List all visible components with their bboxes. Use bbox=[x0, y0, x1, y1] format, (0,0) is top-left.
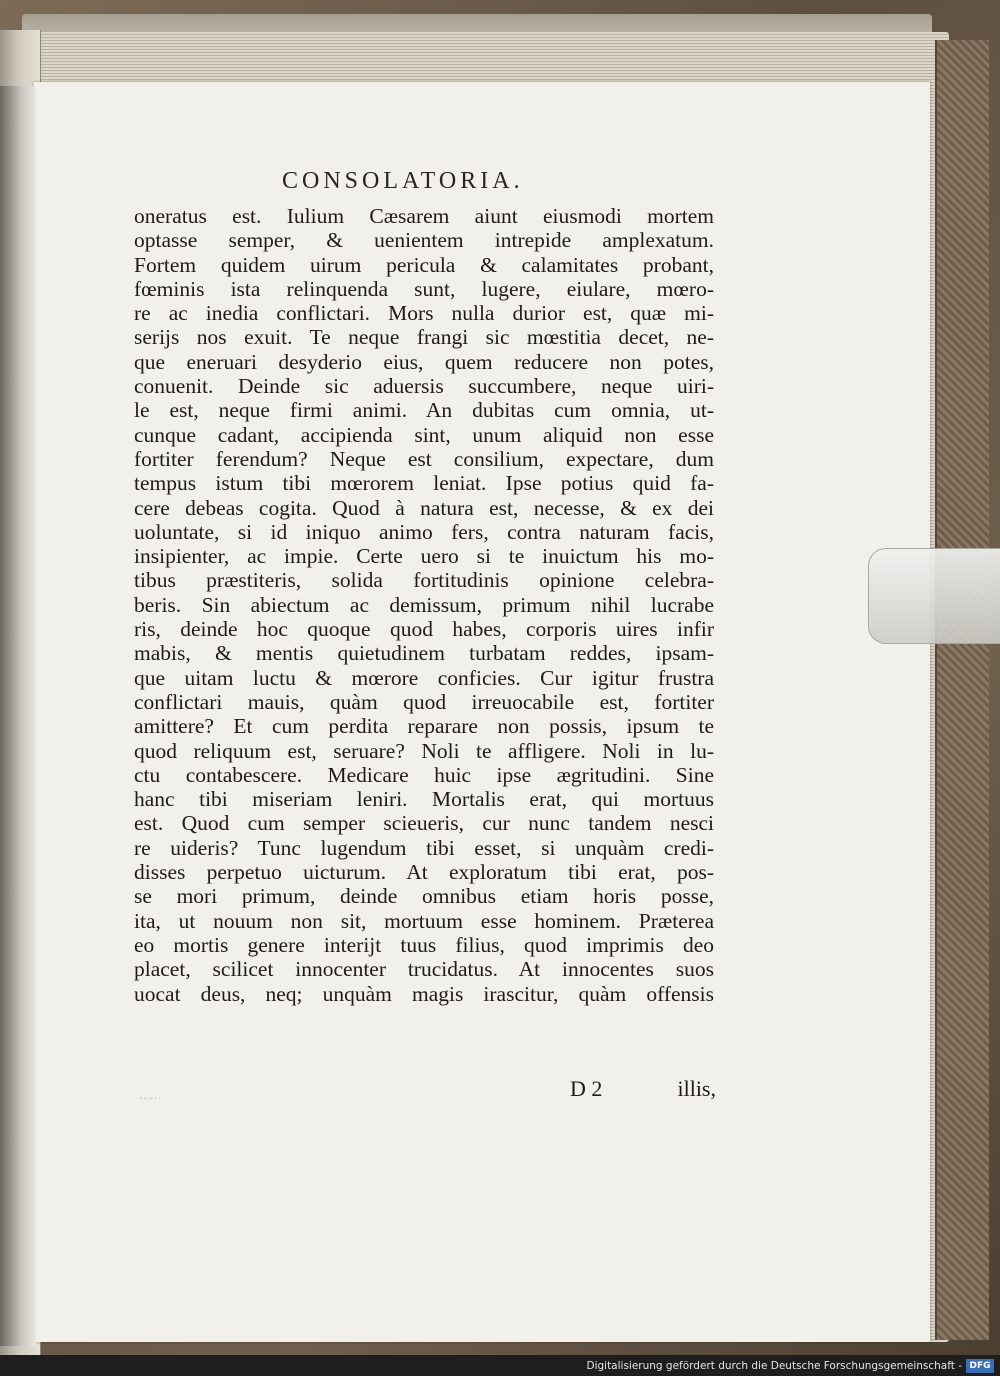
faint-library-stamp: …… bbox=[140, 1088, 162, 1102]
body-text bbox=[134, 204, 714, 1006]
text-line: le est, neque firmi animi. An dubitas cum omnia, ut- bbox=[134, 398, 714, 423]
text-line: quod reliquum est, seruare? Noli te affligere. Noli in lu- bbox=[134, 738, 714, 763]
text-line: optasse semper, & uenientem intrepide amplexatum. bbox=[134, 228, 714, 253]
text-line: que eneruari desyderio eius, quem reducere non potes, bbox=[134, 349, 714, 374]
credit-text: Digitalisierung gefördert durch die Deutsche Forschungsgemeinschaft - bbox=[586, 1359, 962, 1372]
text-line: serijs nos exuit. Te neque frangi sic mœstitia decet, ne- bbox=[134, 325, 714, 350]
digitization-credit bbox=[0, 1355, 1000, 1376]
text-line: que uitam luctu & mœrore conficies. Cur igitur frustra bbox=[134, 665, 714, 690]
text-line: conflictari mauis, quàm quod irreuocabile est, fortiter bbox=[134, 689, 714, 714]
text-line: fœminis ista relinquenda sunt, lugere, eiulare, mœro- bbox=[134, 276, 714, 301]
text-line: ris, deinde hoc quoque quod habes, corporis uires infir bbox=[134, 617, 714, 642]
text-line: insipienter, ac impie. Certe uero si te inuictum his mo- bbox=[134, 544, 714, 569]
text-line: mabis, & mentis quietudinem turbatam reddes, ipsam- bbox=[134, 641, 714, 666]
text-line: Fortem quidem uirum pericula & calamitates probant, bbox=[134, 252, 714, 277]
text-line: tempus istum tibi mœrorem leniat. Ipse potius quid fa- bbox=[134, 471, 714, 496]
text-line: cunque cadant, accipienda sint, unum aliquid non esse bbox=[134, 422, 714, 447]
text-line: disses perpetuo uicturum. At exploratum tibi erat, pos- bbox=[134, 860, 714, 885]
text-line: oneratus est. Iulium Cæsarem aiunt eiusmodi mortem bbox=[134, 204, 714, 228]
text-line: beris. Sin abiectum ac demissum, primum nihil lucrabe bbox=[134, 592, 714, 617]
text-line: ctu contabescere. Medicare huic ipse ægritudini. Sine bbox=[134, 762, 714, 787]
text-line: ita, ut nouum non sit, mortuum esse hominem. Præterea bbox=[134, 908, 714, 933]
text-line: uocat deus, neq; unquàm magis irascitur, quàm offensis bbox=[134, 981, 714, 1006]
text-line: uoluntate, si id iniquo animo fers, contra naturam facis, bbox=[134, 519, 714, 544]
text-line: est. Quod cum semper scieueris, cur nunc tandem nesci bbox=[134, 811, 714, 836]
catchword: illis, bbox=[677, 1076, 716, 1101]
book-gutter bbox=[0, 86, 36, 1346]
text-line: cere debeas cogita. Quod à natura est, necesse, & ex dei bbox=[134, 495, 714, 520]
page-clip bbox=[868, 548, 1000, 644]
text-line: re ac inedia conflictari. Mors nulla durior est, quæ mi- bbox=[134, 301, 714, 326]
page-footer bbox=[570, 1076, 716, 1102]
text-line: placet, scilicet innocenter trucidatus. At innocentes suos bbox=[134, 957, 714, 982]
signature-mark: D 2 bbox=[570, 1076, 603, 1101]
running-title: CONSOLATORIA. bbox=[282, 168, 524, 194]
dfg-logo-icon: DFG bbox=[966, 1359, 994, 1373]
text-line: eo mortis genere interijt tuus filius, quod imprimis deo bbox=[134, 932, 714, 957]
text-line: hanc tibi miseriam leniri. Mortalis erat, qui mortuus bbox=[134, 787, 714, 812]
text-line: re uideris? Tunc lugendum tibi esset, si unquàm credi- bbox=[134, 835, 714, 860]
back-cover bbox=[935, 40, 989, 1340]
text-line: fortiter ferendum? Neque est consilium, expectare, dum bbox=[134, 446, 714, 471]
text-line: amittere? Et cum perdita reparare non possis, ipsum te bbox=[134, 714, 714, 739]
text-line: conuenit. Deinde sic aduersis succumbere, neque uiri- bbox=[134, 374, 714, 399]
text-line: se mori primum, deinde omnibus etiam horis posse, bbox=[134, 884, 714, 909]
text-line: tibus præstiteris, solida fortitudinis opinione celebra- bbox=[134, 568, 714, 593]
